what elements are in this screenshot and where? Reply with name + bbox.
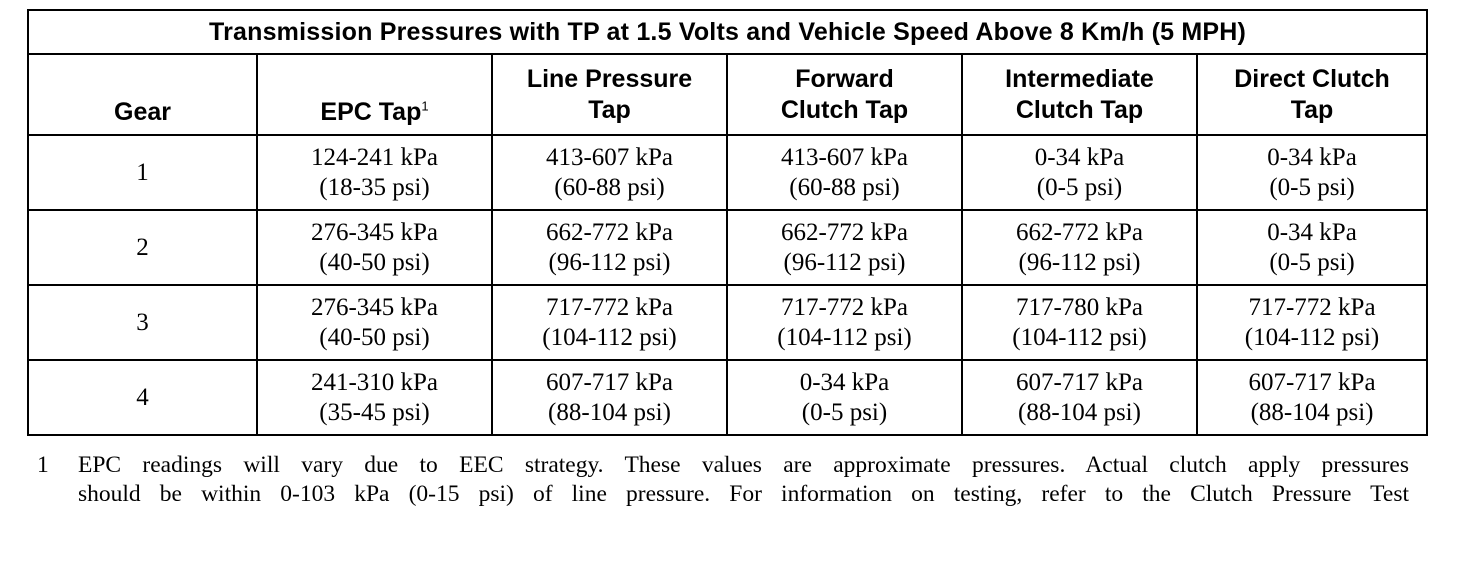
psi-value: (18-35 psi) [319,173,430,201]
psi-value: (104-112 psi) [777,323,912,351]
direct-clutch-cell [1197,210,1427,285]
line-pressure-cell [492,285,727,360]
kpa-value: 276-345 kPa [310,293,439,321]
gear-cell: 3 [28,285,257,360]
psi-value: (0-5 psi) [1036,173,1123,201]
psi-value: (0-5 psi) [801,398,888,426]
psi-value: (40-50 psi) [319,323,430,351]
table-row [28,360,1427,435]
gear-cell: 4 [28,360,257,435]
kpa-value: 413-607 kPa [780,143,909,171]
header-label: Clutch Tap [1015,95,1144,124]
gear-cell: 2 [28,210,257,285]
forward-clutch-cell [727,135,962,210]
header-direct-clutch-tap [1197,54,1427,135]
line-pressure-cell [492,135,727,210]
kpa-value: 607-717 kPa [1248,368,1376,396]
kpa-value: 717-772 kPa [1248,293,1376,321]
header-epc-tap [257,54,492,135]
psi-value: (35-45 psi) [319,398,430,426]
intermediate-clutch-cell [962,360,1197,435]
psi-value: (60-88 psi) [554,173,665,201]
psi-value: (104-112 psi) [542,323,677,351]
kpa-value: 717-772 kPa [780,293,909,321]
psi-value: (104-112 psi) [1012,323,1147,351]
intermediate-clutch-cell [962,210,1197,285]
table-body [28,135,1427,435]
line-pressure-cell [492,210,727,285]
table-title: Transmission Pressures with TP at 1.5 Volts and Vehicle Speed Above 8 Km/h (5 MPH) [28,10,1427,54]
kpa-value: 662-772 kPa [780,218,909,246]
epc-tap-cell [257,135,492,210]
header-label: Direct Clutch [1234,64,1390,93]
kpa-value: 662-772 kPa [1015,218,1144,246]
kpa-value: 717-772 kPa [545,293,674,321]
kpa-value: 276-345 kPa [310,218,439,246]
forward-clutch-cell [727,360,962,435]
table-row [28,210,1427,285]
kpa-value: 607-717 kPa [545,368,674,396]
table-title-row [28,10,1427,54]
kpa-value: 124-241 kPa [310,143,439,171]
header-intermediate-clutch-tap [962,54,1197,135]
header-label: Tap [1290,95,1334,124]
header-label: Tap [588,95,631,124]
psi-value: (96-112 psi) [548,248,671,276]
psi-value: (88-104 psi) [548,398,671,426]
psi-value: (88-104 psi) [1018,398,1141,426]
gear-cell: 1 [28,135,257,210]
header-label: Forward [795,64,894,93]
header-forward-clutch-tap [727,54,962,135]
footnote-text [78,451,1409,509]
kpa-value: 413-607 kPa [545,143,674,171]
kpa-value: 0-34 kPa [1267,218,1357,246]
table-row [28,285,1427,360]
kpa-value: 717-780 kPa [1015,293,1144,321]
intermediate-clutch-cell [962,135,1197,210]
direct-clutch-cell [1197,360,1427,435]
header-label: Line Pressure [526,64,693,93]
line-pressure-cell [492,360,727,435]
kpa-value: 607-717 kPa [1015,368,1144,396]
psi-value: (96-112 psi) [1018,248,1141,276]
header-label: Intermediate [1005,64,1154,93]
header-label: Gear [114,98,171,126]
direct-clutch-cell [1197,135,1427,210]
forward-clutch-cell [727,285,962,360]
footnote-line: EPC readings will vary due to EEC strategy. These values are approximate pressures. Actual clutch apply pressures [78,452,1409,478]
kpa-value: 0-34 kPa [1034,143,1125,171]
table-row [28,135,1427,210]
psi-value: (0-5 psi) [1269,248,1355,276]
psi-value: (40-50 psi) [319,248,430,276]
epc-tap-cell [257,285,492,360]
intermediate-clutch-cell [962,285,1197,360]
footnote-line: should be within 0-103 kPa (0-15 psi) of line pressure. For information on testing, refer to the Clutch Pressure Test [78,481,1409,507]
kpa-value: 0-34 kPa [1267,143,1357,171]
psi-value: (88-104 psi) [1250,398,1374,426]
psi-value: (0-5 psi) [1269,173,1355,201]
kpa-value: 241-310 kPa [310,368,439,396]
kpa-value: 0-34 kPa [799,368,890,396]
kpa-value: 662-772 kPa [545,218,674,246]
header-line-pressure-tap [492,54,727,135]
footnote [37,451,1409,509]
psi-value: (96-112 psi) [783,248,906,276]
header-gear [28,54,257,135]
transmission-pressure-table [27,9,1428,436]
epc-tap-cell [257,360,492,435]
header-label-text: EPC Tap [320,98,422,126]
header-label [258,97,491,128]
forward-clutch-cell [727,210,962,285]
footnote-reference: 1 [421,98,429,114]
epc-tap-cell [257,210,492,285]
footnote-marker: 1 [37,452,49,478]
direct-clutch-cell [1197,285,1427,360]
table-header-row [28,54,1427,135]
header-label: Clutch Tap [780,95,909,124]
psi-value: (60-88 psi) [789,173,900,201]
psi-value: (104-112 psi) [1244,323,1380,351]
